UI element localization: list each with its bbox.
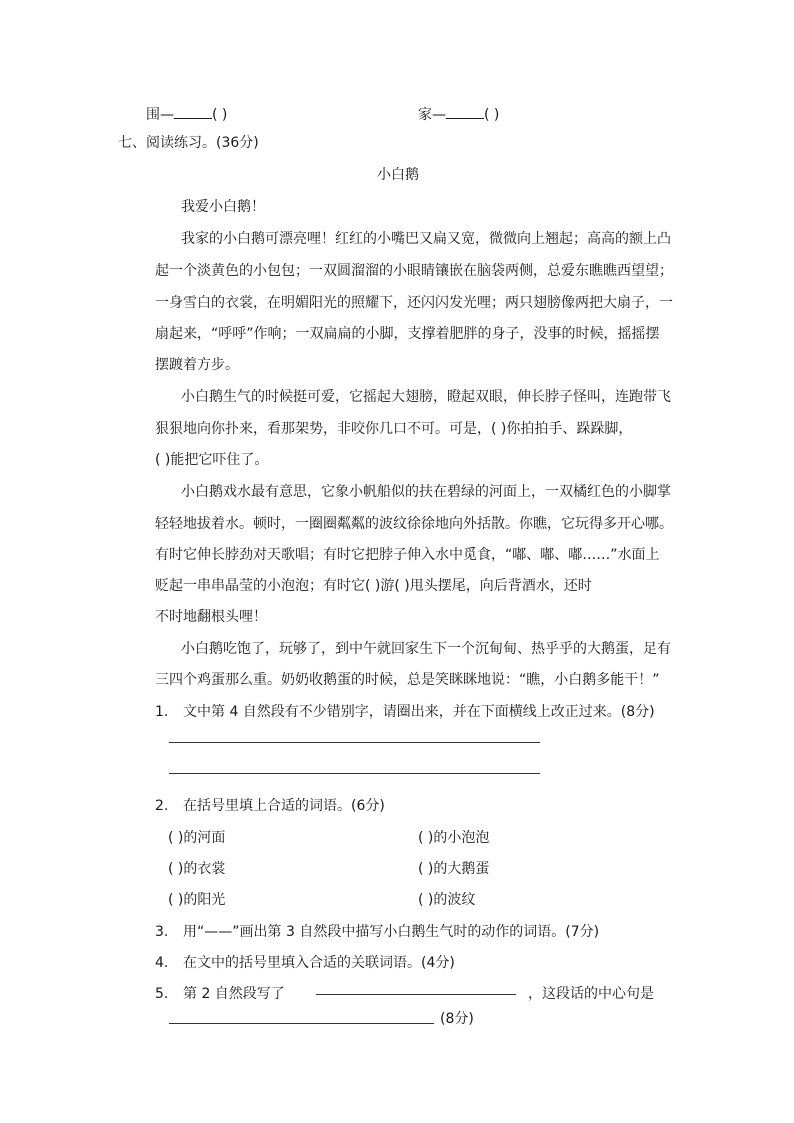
answer-line[interactable] — [169, 773, 540, 774]
passage-line: 不时地翻根头哩！ — [155, 609, 267, 625]
passage-line: 贬起一串串晶莹的小泡泡；有时它( )游( )甩头摆尾，向后背酒水，还时 — [155, 578, 592, 594]
fill-item[interactable]: ( )的阳光 — [168, 892, 226, 908]
answer-blank[interactable] — [174, 104, 212, 119]
question-text: 文中第 4 自然段有不少错别字，请圈出来，并在下面横线上改正过来。(8分) — [183, 704, 655, 720]
question-text: 第 2 自然段写了 — [183, 986, 285, 1002]
top-row-right — [418, 104, 499, 124]
fill-item[interactable]: ( )的波纹 — [418, 892, 476, 908]
paren-blank[interactable]: ( ) — [212, 107, 228, 123]
question-4 — [155, 954, 455, 972]
section-heading: 七、阅读练习。(36分) — [118, 135, 259, 151]
paren-blank[interactable]: ( ) — [484, 107, 500, 123]
fill-item[interactable]: ( )的衣裳 — [168, 861, 226, 877]
fill-item[interactable]: ( )的小泡泡 — [418, 830, 490, 846]
passage-line: 我家的小白鹅可漂亮哩！红红的小嘴巴又扁又宽，微微向上翘起；高高的额上凸 — [181, 231, 671, 247]
char-label: 围— — [146, 107, 174, 123]
passage-line: 有时它伸长脖劲对天歌唱；有时它把脖子伸入水中觅食，“嘟、嘟、嘟……”水面上 — [155, 547, 660, 563]
question-text: 在文中的括号里填入合适的关联词语。(4分) — [183, 955, 455, 971]
fill-item[interactable]: ( )的河面 — [168, 830, 226, 846]
question-text-cont: ，这段话的中心句是 — [528, 986, 654, 1002]
passage-line: 一身雪白的衣裳，在明媚阳光的照耀下，还闪闪发光哩；两只翅膀像两把大扇子，一 — [155, 295, 673, 311]
answer-line[interactable] — [169, 1023, 434, 1024]
question-score: (8分) — [440, 1011, 474, 1027]
passage-line: 摆踱着方步。 — [155, 357, 239, 373]
passage-line: 我爱小白鹅！ — [181, 199, 265, 215]
passage-line: 轻轻地拔着水。顿时，一圈圈粼粼的波纹徐徐地向外括散。你瞧，它玩得多开心哪。 — [155, 516, 673, 532]
question-number: 2. — [155, 798, 169, 814]
question-1 — [155, 703, 655, 721]
question-number: 4. — [155, 955, 169, 971]
passage-line: 小白鹅生气的时候挺可爱，它摇起大翅膀，瞪起双眼，伸长脖子怪叫，连跑带飞 — [181, 389, 671, 405]
question-number: 3. — [155, 924, 169, 940]
answer-line[interactable] — [316, 994, 516, 995]
fill-item[interactable]: ( )的大鹅蛋 — [418, 861, 490, 877]
passage-line: ( )能把它吓住了。 — [155, 452, 269, 468]
question-text: 在括号里填上合适的词语。(6分) — [183, 798, 385, 814]
question-number: 1. — [155, 704, 169, 720]
passage-line: 三四个鸡蛋那么重。奶奶收鹅蛋的时候，总是笑眯眯地说：“瞧，小白鹅多能干！” — [155, 672, 660, 688]
passage-line: 小白鹅戏水最有意思，它象小帆船似的扶在碧绿的河面上，一双橘红色的小脚掌 — [181, 484, 671, 500]
passage-line: 小白鹅吃饱了，玩够了，到中午就回家生下一个沉甸甸、热乎乎的大鹅蛋，足有 — [181, 641, 671, 657]
passage-title: 小白鹅 — [377, 167, 419, 183]
answer-line[interactable] — [169, 742, 540, 743]
char-label: 家— — [418, 107, 446, 123]
question-3 — [155, 923, 599, 941]
passage-line: 起一个淡黄色的小包包；一双圆溜溜的小眼睛镶嵌在脑袋两侧，总爱东瞧瞧西望望； — [155, 263, 673, 279]
passage-line: 扇起来，“呼呼”作响；一双扁扁的小脚，支撑着肥胖的身子，没事的时候，摇摇摆 — [155, 326, 660, 342]
answer-blank[interactable] — [446, 104, 484, 119]
top-row-left — [146, 104, 227, 124]
passage-line: 狠狠地向你扑来，看那架势，非咬你几口不可。可是，( )你拍拍手、跺跺脚， — [155, 421, 633, 437]
question-2 — [155, 797, 385, 815]
question-number: 5. — [155, 986, 169, 1002]
question-5 — [155, 985, 285, 1003]
question-text: 用“——”画出第 3 自然段中描写小白鹅生气时的动作的词语。(7分) — [183, 924, 600, 940]
